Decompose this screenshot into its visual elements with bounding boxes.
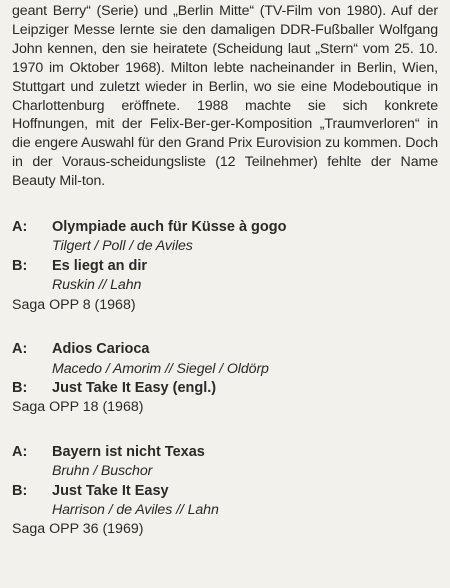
bio-line: ger-Komposition „Traumverloren“ in die engere Auswahl für — [12, 116, 438, 152]
song-credits: Tilgert / Poll / de Aviles — [52, 238, 193, 255]
side-letter: A: — [12, 443, 28, 460]
side-letter: A: — [12, 341, 28, 358]
side-b — [12, 482, 438, 501]
song-title: Just Take It Easy — [52, 482, 169, 499]
song-credits: Ruskin // Lahn — [52, 277, 142, 294]
side-letter: B: — [12, 482, 28, 499]
release-entry — [12, 340, 438, 418]
bio-line: ton. — [81, 173, 106, 190]
song-credits: Harrison / de Aviles // Lahn — [52, 501, 219, 518]
catalog-number: Saga OPP 36 (1969) — [12, 521, 144, 538]
catalog-number: Saga OPP 8 (1968) — [12, 296, 136, 313]
side-letter: A: — [12, 219, 28, 236]
song-title: Olympiade auch für Küsse à gogo — [52, 219, 287, 236]
bio-line: der Leipziger Messe lernte sie den damaligen DDR-Fußballer — [12, 3, 438, 38]
side-letter: B: — [12, 257, 28, 274]
song-title: Adios Carioca — [52, 341, 150, 358]
release-entry — [12, 443, 438, 540]
bio-line: nacheinander in Berlin, Wien, Stuttgart und zuletzt wieder in — [12, 59, 439, 95]
bio-line: scheidungsliste (12 Teilnehmer) fehlte der Name Beauty Mil- — [12, 154, 438, 190]
side-b — [12, 257, 438, 276]
bio-line: Wolfgang John kennen, den sie heiratete (Scheidung laut — [12, 21, 438, 57]
side-a — [12, 340, 438, 359]
biography-paragraph — [12, 2, 438, 191]
song-credits: Bruhn / Buschor — [52, 463, 153, 480]
side-b — [12, 379, 438, 398]
bio-line: geant Berry“ (Serie) und „Berlin Mitte“ (TV-Film von 1980). Auf — [12, 3, 413, 19]
song-title: Bayern ist nicht Texas — [52, 443, 205, 460]
side-a — [12, 443, 438, 462]
bio-line: Berlin, wo sie eine Modeboutique in Charlottenburg eröffnete. — [12, 78, 439, 114]
side-a — [12, 218, 438, 237]
release-entry — [12, 218, 438, 315]
bio-line: den Grand Prix Eurovision zu kommen. Doch in der Voraus- — [12, 135, 439, 171]
side-letter: B: — [12, 379, 28, 396]
song-title: Es liegt an dir — [52, 257, 148, 274]
catalog-number: Saga OPP 18 (1968) — [12, 399, 144, 416]
bio-line: „Stern“ vom 25. 10. 1970 im Oktober 1968). Milton lebte — [12, 40, 438, 76]
song-title: Just Take It Easy (engl.) — [52, 379, 217, 396]
bio-line: 1988 machte sie sich konkrete Hoffnungen, mit der Felix-Ber- — [12, 97, 439, 133]
song-credits: Macedo / Amorim // Siegel / Oldörp — [52, 360, 269, 377]
